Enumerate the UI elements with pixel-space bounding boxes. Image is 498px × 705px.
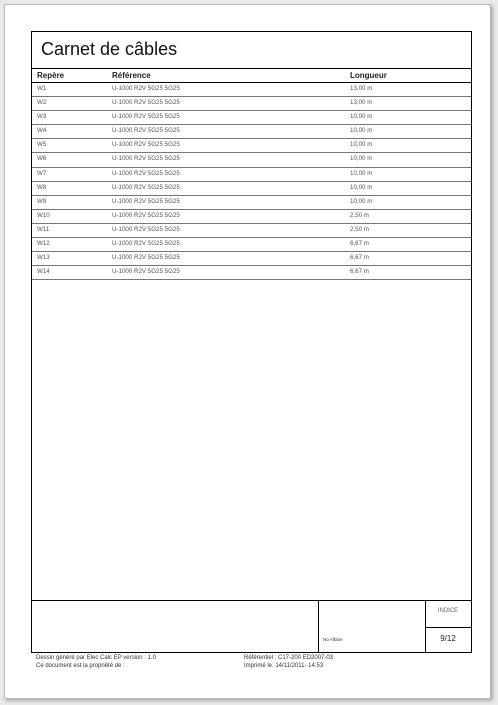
cell-longueur: 6,67 m — [350, 268, 369, 276]
page-number: 9/12 — [440, 634, 456, 643]
cell-reference: U-1000 R2V 5G25 5G25 — [112, 197, 180, 205]
cell-longueur: 10,00 m — [350, 155, 373, 163]
footer-right — [244, 655, 333, 670]
footer-generated: Dessin généré par Elec Calc EP version : 1.0 — [36, 655, 156, 661]
title-block — [31, 600, 472, 653]
footer-printed: Imprimé le: 14/11/2011- 14:53 — [244, 662, 324, 669]
cell-reference: U-1000 R2V 5G25 5G25 — [112, 268, 180, 276]
table-row — [32, 125, 471, 139]
cell-repere: W7 — [37, 169, 47, 177]
column-header-repere: Repère — [37, 71, 65, 80]
cable-table-frame — [31, 31, 472, 601]
cell-repere: W3 — [37, 113, 47, 121]
cell-reference: U-1000 R2V 5G25 5G25 — [112, 183, 180, 191]
cell-longueur: 6,67 m — [350, 240, 369, 248]
document-title: Carnet de câbles — [41, 39, 178, 59]
cell-reference: U-1000 R2V 5G25 5G25 — [112, 113, 180, 121]
table-row — [32, 83, 471, 97]
cell-repere: W14 — [37, 268, 50, 276]
cell-repere: W2 — [37, 99, 47, 107]
cell-reference: U-1000 R2V 5G25 5G25 — [112, 211, 180, 219]
table-row — [32, 266, 471, 280]
cell-longueur: 13,00 m — [350, 99, 373, 107]
affaire-label: No Affaire — [323, 637, 343, 642]
cell-longueur: 10,00 m — [350, 183, 373, 191]
cell-longueur: 10,00 m — [350, 141, 373, 149]
table-row — [32, 210, 471, 224]
cell-repere: W4 — [37, 127, 47, 135]
cell-repere: W6 — [37, 155, 47, 163]
cell-reference: U-1000 R2V 5G25 5G25 — [112, 141, 180, 149]
cell-reference: U-1000 R2V 5G25 5G25 — [112, 169, 180, 177]
table-row — [32, 252, 471, 266]
cell-longueur: 2,50 m — [350, 225, 369, 233]
document-sheet — [4, 4, 491, 699]
cell-reference: U-1000 R2V 5G25 5G25 — [112, 127, 180, 135]
footer-referentiel: Référentiel : C17-200 ED2007-03 — [244, 655, 334, 661]
cell-repere: W13 — [37, 254, 50, 262]
footer-left — [36, 655, 156, 670]
cell-reference: U-1000 R2V 5G25 5G25 — [112, 240, 180, 248]
table-row — [32, 97, 471, 111]
cell-reference: U-1000 R2V 5G25 5G25 — [112, 254, 180, 262]
table-row — [32, 238, 471, 252]
cell-longueur: 13,00 m — [350, 85, 373, 92]
table-row — [32, 139, 471, 153]
table-row — [32, 111, 471, 125]
table-row — [32, 224, 471, 238]
cell-repere: W12 — [37, 240, 50, 248]
cell-repere: W1 — [37, 85, 47, 92]
table-header — [32, 69, 471, 82]
cell-reference: U-1000 R2V 5G25 5G25 — [112, 99, 180, 107]
column-header-longueur: Longueur — [350, 71, 387, 80]
indice-label: INDICE — [437, 608, 459, 614]
cell-repere: W5 — [37, 141, 47, 149]
table-row — [32, 153, 471, 167]
footer-property: Ce document est la propriété de : — [36, 662, 125, 669]
cell-longueur: 10,00 m — [350, 197, 373, 205]
table-row — [32, 182, 471, 196]
title-block-divider — [425, 627, 471, 628]
column-header-reference: Référence — [112, 71, 151, 80]
table-row — [32, 196, 471, 210]
title-block-divider — [318, 601, 319, 652]
cell-repere: W8 — [37, 183, 47, 191]
cell-reference: U-1000 R2V 5G25 5G25 — [112, 85, 180, 92]
table-row — [32, 168, 471, 182]
cell-reference: U-1000 R2V 5G25 5G25 — [112, 155, 180, 163]
cell-longueur: 10,00 m — [350, 169, 373, 177]
cell-longueur: 6,67 m — [350, 254, 369, 262]
cell-longueur: 10,00 m — [350, 127, 373, 135]
cell-longueur: 10,00 m — [350, 113, 373, 121]
cell-repere: W11 — [37, 225, 50, 233]
cell-repere: W10 — [37, 211, 50, 219]
cell-reference: U-1000 R2V 5G25 5G25 — [112, 225, 180, 233]
table-body — [32, 83, 471, 280]
cell-longueur: 2,50 m — [350, 211, 369, 219]
cell-repere: W9 — [37, 197, 47, 205]
